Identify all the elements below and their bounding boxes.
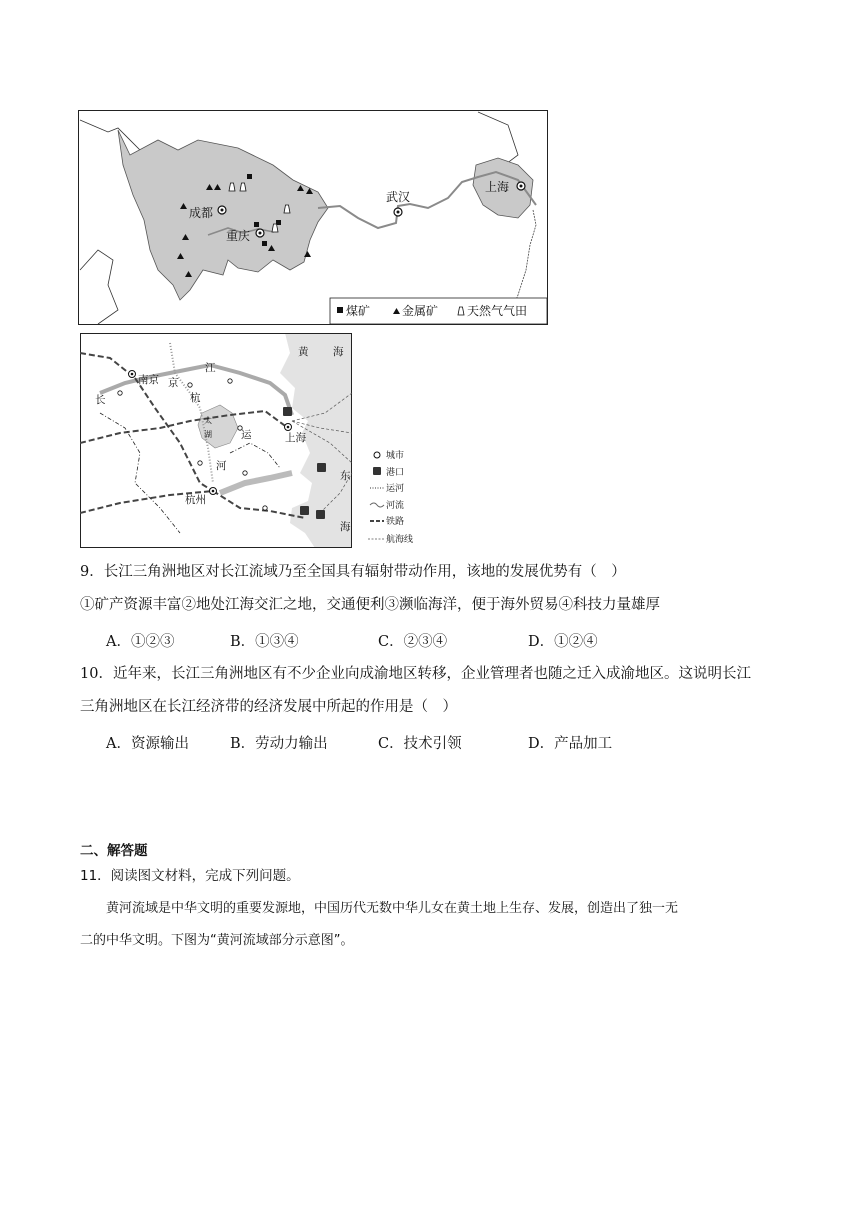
city-label-wuhan: 武汉 xyxy=(386,190,411,204)
question-9-stem: 9．长江三角洲地区对长江流域乃至全国具有辐射带动作用，该地的发展优势有（ ） xyxy=(80,564,626,580)
section-2-title: 二、解答题 xyxy=(80,843,148,859)
railway-legend-label: 铁路 xyxy=(386,517,405,527)
city-legend-label: 城市 xyxy=(386,451,405,461)
label-hang: 杭 xyxy=(190,392,201,404)
question-9-items: ①矿产资源丰富②地处江海交汇之地，交通便利③濒临海洋，便于海外贸易④科技力量雄厚 xyxy=(80,597,660,613)
label-yun: 运 xyxy=(241,429,252,441)
question-10-option-c[interactable]: C．技术引领 xyxy=(378,736,462,752)
yangtze-basin-map xyxy=(78,110,548,325)
gas-legend-label: 天然气气田 xyxy=(467,304,528,318)
question-9-option-a[interactable]: A．①②③ xyxy=(106,634,175,650)
city-label-chongqing: 重庆 xyxy=(226,229,251,243)
question-10-line-1: 10．近年来，长江三角洲地区有不少企业向成渝地区转移，企业管理者也随之迁入成渝地区。这说明长江 xyxy=(80,666,751,682)
city-marker-nanjing xyxy=(129,371,136,378)
label-dong: 东 xyxy=(340,470,351,482)
question-11-stem: 11．阅读图文材料，完成下列问题。 xyxy=(80,868,300,884)
gas-legend-icon xyxy=(458,307,464,315)
question-9-option-c[interactable]: C．②③④ xyxy=(378,634,448,650)
city-legend-icon xyxy=(374,452,380,458)
port-legend-label: 港口 xyxy=(386,468,405,478)
question-10-option-d[interactable]: D．产品加工 xyxy=(528,736,613,752)
label-hai-2: 海 xyxy=(340,521,351,533)
label-hangzhou: 杭州 xyxy=(185,494,206,506)
metal-legend-label: 金属矿 xyxy=(402,304,439,318)
canal-legend-label: 运河 xyxy=(386,484,405,494)
route-legend-label: 航海线 xyxy=(386,535,414,545)
label-taihu-1: 太 xyxy=(204,416,212,425)
map2-legend xyxy=(368,449,413,545)
question-10-line-2: 三角洲地区在长江经济带的经济发展中所起的作用是（ ） xyxy=(80,699,457,715)
question-10-option-a[interactable]: A．资源输出 xyxy=(106,736,189,752)
label-shanghai-delta: 上海 xyxy=(285,432,306,444)
label-he: 河 xyxy=(216,460,227,472)
question-11-paragraph-line-2: 二的中华文明。下图为“黄河流域部分示意图”。 xyxy=(80,933,354,948)
label-chang: 长 xyxy=(95,394,106,406)
city-marker-wuhan xyxy=(394,208,402,216)
question-11-paragraph-line-1: 黄河流域是中华文明的重要发源地，中国历代无数中华儿女在黄土地上生存、发展，创造出了独一无 xyxy=(80,901,679,916)
city-marker-chongqing xyxy=(256,229,264,237)
label-jing: 京 xyxy=(168,377,179,389)
river-legend-label: 河流 xyxy=(386,501,405,511)
map1-legend xyxy=(330,298,547,324)
label-taihu-2: 湖 xyxy=(204,430,212,439)
coal-legend-label: 煤矿 xyxy=(346,304,371,318)
river-legend-icon xyxy=(370,503,384,507)
yangtze-delta-map xyxy=(80,333,425,548)
city-label-chengdu: 成都 xyxy=(189,206,214,220)
label-jiang: 江 xyxy=(205,362,216,374)
label-hai-1: 海 xyxy=(333,346,344,358)
port-legend-icon xyxy=(373,467,381,475)
label-nanjing: 南京 xyxy=(138,374,159,386)
city-marker-shanghai xyxy=(517,182,525,190)
city-label-shanghai: 上海 xyxy=(485,180,510,194)
city-marker-hangzhou xyxy=(210,488,217,495)
question-10-option-b[interactable]: B．劳动力输出 xyxy=(230,736,328,752)
taihu-lake xyxy=(198,405,238,448)
question-9-option-d[interactable]: D．①②④ xyxy=(528,634,598,650)
question-9-option-b[interactable]: B．①③④ xyxy=(230,634,299,650)
city-marker-shanghai-delta xyxy=(285,424,292,431)
label-huang: 黄 xyxy=(298,346,309,358)
city-marker-chengdu xyxy=(218,206,226,214)
coal-legend-icon xyxy=(337,307,343,313)
